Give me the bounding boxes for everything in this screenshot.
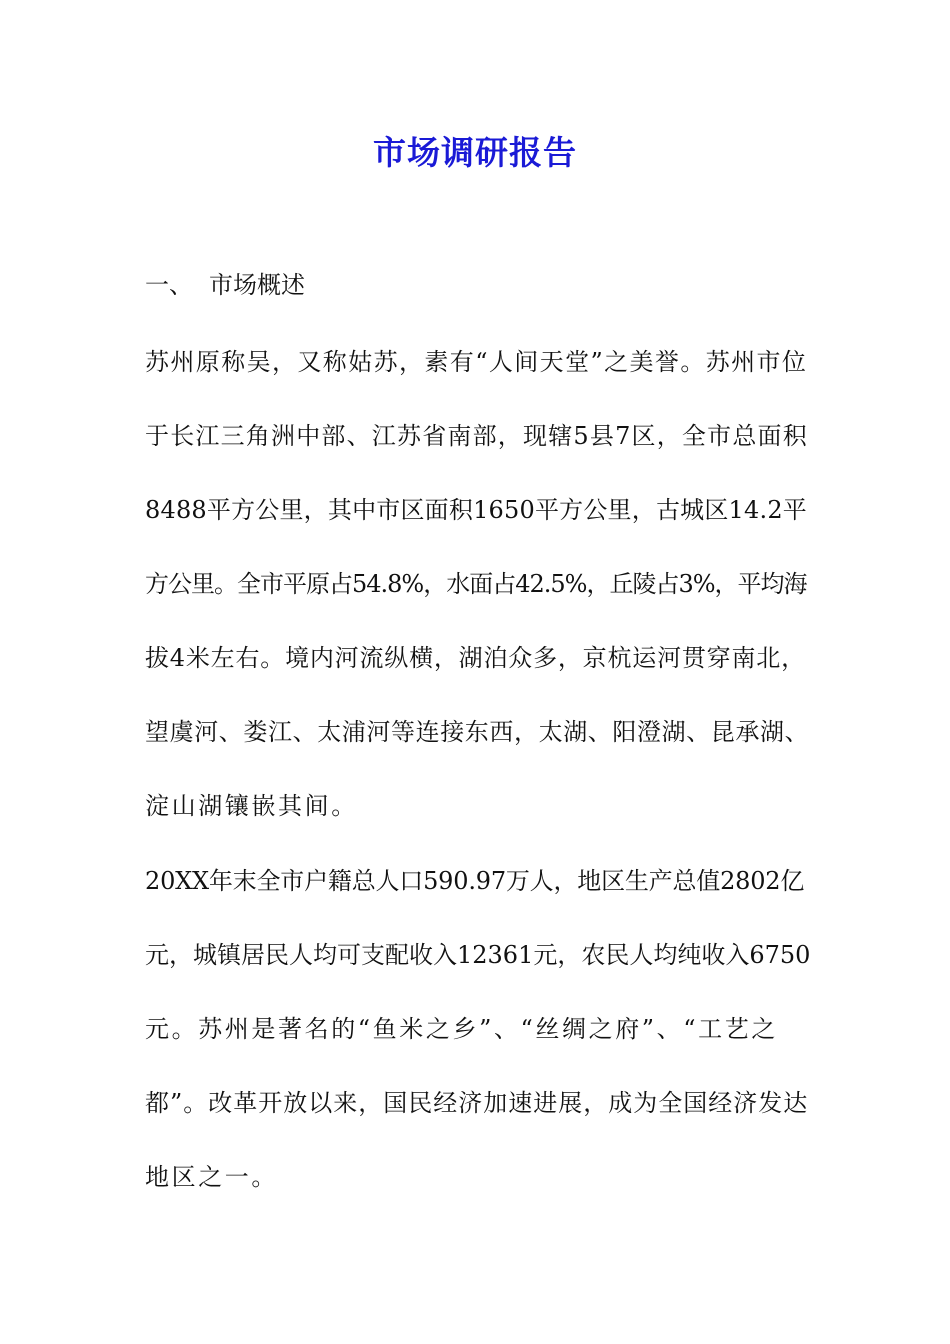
paragraph-line: 地区之一。 [145, 1163, 278, 1191]
paragraph-economy [145, 857, 810, 1227]
paragraph-line: 都”。改革开放以来，国民经济加速进展，成为全国经济发达 [145, 1089, 809, 1117]
paragraph-line: 元。苏州是著名的“鱼米之乡”、“丝绸之府”、“工艺之 [145, 1015, 778, 1043]
paragraph-line: 淀山湖镶嵌其间。 [145, 792, 358, 820]
paragraph-line: 方公里。全市平原占54.8%，水面占42.5%，丘陵占3%，平均海 [145, 570, 807, 598]
section-number: 一、 [145, 271, 193, 299]
paragraph-line: 苏州原称吴，又称姑苏，素有“人间天堂”之美誉。苏州市位 [145, 348, 808, 376]
paragraph-line: 20XX年末全市户籍总人口590.97万人，地区生产总值2802亿 [145, 867, 805, 895]
section-heading-text: 市场概述 [209, 271, 305, 299]
paragraph-line: 8488平方公里，其中市区面积1650平方公里，古城区14.2平 [145, 496, 807, 524]
paragraph-line: 拔4米左右。境内河流纵横，湖泊众多，京杭运河贯穿南北， [145, 644, 806, 672]
paragraph-line: 于长江三角洲中部、江苏省南部，现辖5县7区，全市总面积 [145, 422, 808, 450]
section-heading [145, 268, 305, 302]
paragraph-geography [145, 338, 810, 856]
paragraph-line: 望虞河、娄江、太浦河等连接东西，太湖、阳澄湖、昆承湖、 [145, 718, 810, 746]
paragraph-line: 元，城镇居民人均可支配收入12361元，农民人均纯收入6750 [145, 941, 811, 969]
document-title: 市场调研报告 [373, 133, 577, 172]
